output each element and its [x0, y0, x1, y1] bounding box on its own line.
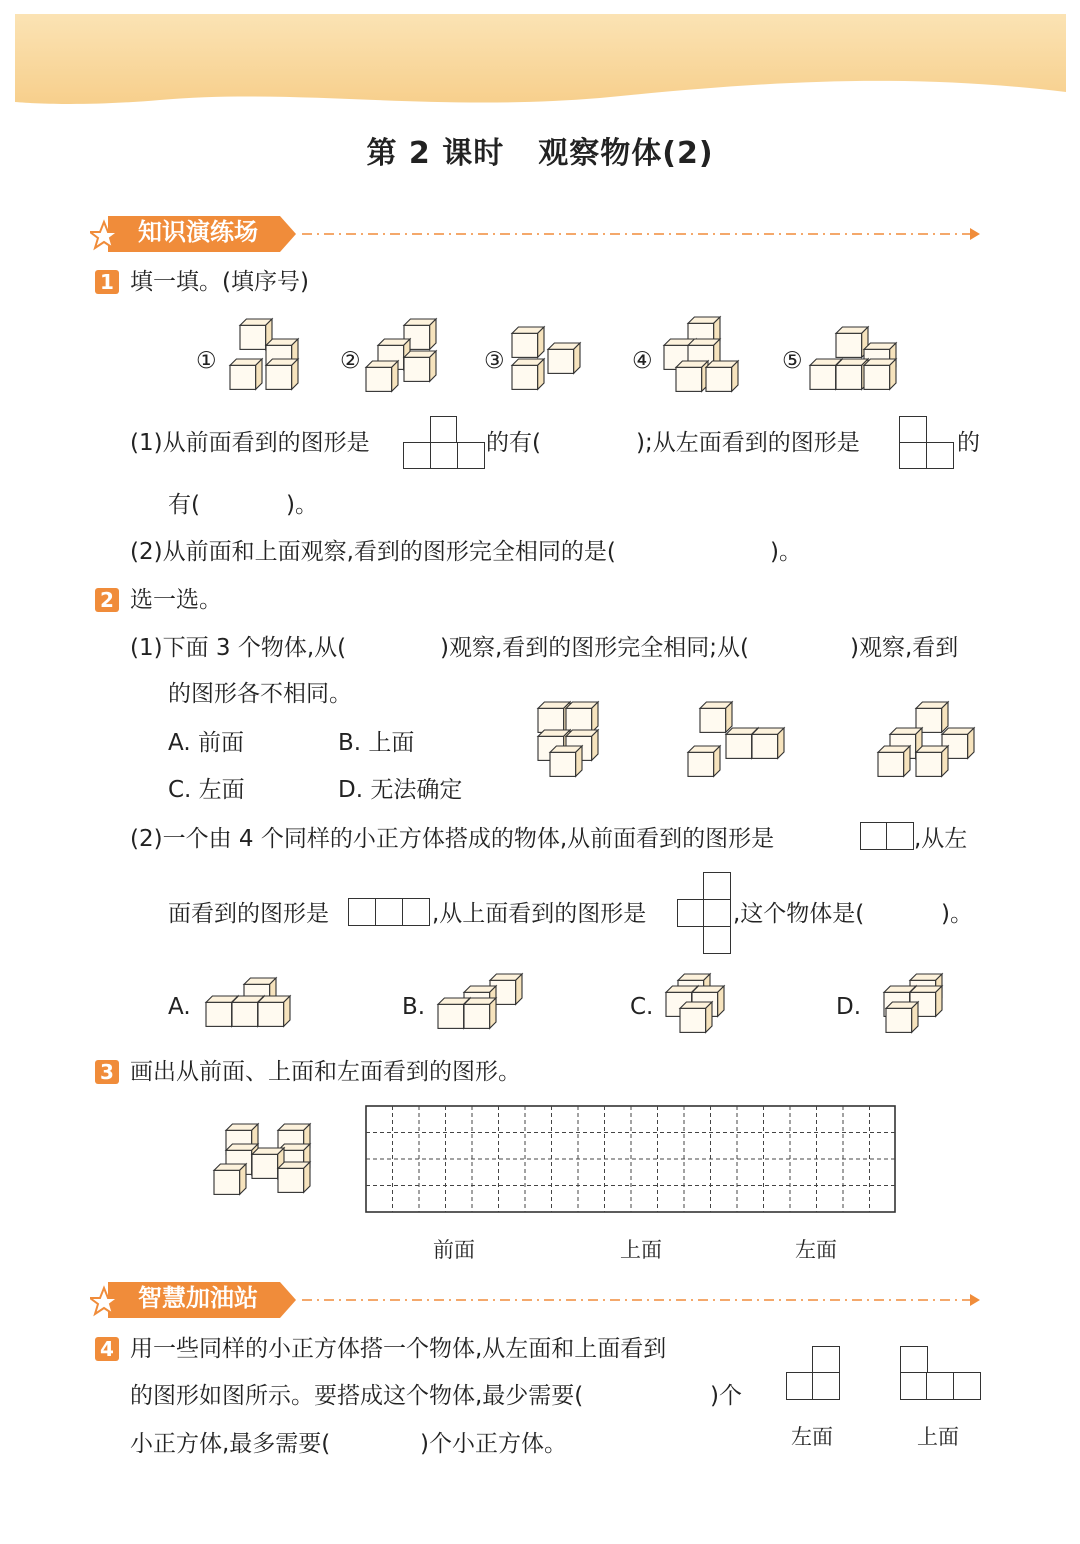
marker-2: ②: [340, 348, 361, 374]
q1-part2-end: )。: [770, 539, 802, 565]
q2-part1-text-c: )观察,看到: [850, 635, 959, 661]
q4-line-1: 用一些同样的小正方体搭一个物体,从左面和上面看到: [130, 1336, 667, 1362]
marker-5: ⑤: [782, 348, 803, 374]
q2-front-view-shape: [860, 822, 914, 850]
q2-answer-blank-2[interactable]: [792, 636, 850, 662]
q1-answer-blank-1[interactable]: [548, 432, 636, 458]
choice-b-solid: [436, 972, 536, 1038]
option-c[interactable]: C. 左面: [168, 777, 245, 803]
q2-part2-text-a: (2)一个由 4 个同样的小正方体搭成的物体,从前面看到的图形是: [130, 826, 775, 852]
q2-part2-text-e: ,这个物体是(: [733, 901, 865, 927]
option-b[interactable]: B. 上面: [338, 730, 415, 756]
q4-top-view-label: 上面: [917, 1425, 959, 1449]
solid-3: [510, 325, 600, 397]
choice-a-label[interactable]: A.: [168, 994, 191, 1020]
grid-label-left: 左面: [795, 1238, 837, 1262]
marker-3: ③: [484, 348, 505, 374]
drawing-grid[interactable]: [365, 1105, 897, 1215]
option-d[interactable]: D. 无法确定: [338, 777, 463, 803]
q2-part2-text-b: ,从左: [914, 826, 968, 852]
q2-part1-text-d: 的图形各不相同。: [168, 681, 352, 707]
q2-top-view-shape: [677, 872, 731, 954]
q1-answer-blank-3[interactable]: [690, 540, 770, 566]
lesson-topic: 观察物体(2): [538, 136, 714, 171]
question-number-4: 4: [95, 1337, 119, 1361]
question-number-2: 2: [95, 588, 119, 612]
q2-part2-text-c: 面看到的图形是: [168, 901, 329, 927]
page-title: [0, 128, 1080, 172]
section-label-2: 智慧加油站: [138, 1284, 258, 1312]
top-banner: [0, 0, 1080, 120]
q1-part1-text-d: 的: [957, 430, 980, 456]
question-number-3: 3: [95, 1060, 119, 1084]
marker-1: ①: [196, 348, 217, 374]
object-2: [686, 700, 796, 784]
q3-prompt: 画出从前面、上面和左面看到的图形。: [130, 1059, 521, 1085]
q4-line-3b: )个小正方体。: [420, 1431, 567, 1457]
q2-part2-text-d: ,从上面看到的图形是: [432, 901, 647, 927]
solid-2: [364, 315, 454, 397]
q1-part1-text-e: 有(: [168, 492, 200, 518]
object-3: [876, 700, 986, 784]
q4-left-view-shape: [786, 1346, 840, 1400]
solid-4: [662, 315, 752, 397]
q2-answer-blank-3[interactable]: [885, 902, 941, 928]
q4-answer-blank-max[interactable]: [364, 1432, 420, 1458]
option-a[interactable]: A. 前面: [168, 730, 244, 756]
q1-part2-text: (2)从前面和上面观察,看到的图形完全相同的是(: [130, 539, 616, 565]
q1-part1-text-f: )。: [286, 492, 318, 518]
q4-line-2a: 的图形如图所示。要搭成这个物体,最少需要(: [130, 1383, 584, 1409]
choice-c-label[interactable]: C.: [630, 994, 654, 1020]
q2-prompt: 选一选。: [130, 587, 222, 613]
q2-left-view-shape: [348, 898, 430, 926]
choice-d-solid: [870, 972, 960, 1038]
q1-answer-blank-2[interactable]: [210, 492, 286, 518]
q4-line-2b: )个: [710, 1383, 742, 1409]
q3-solid: [212, 1118, 332, 1204]
q1-prompt: 填一填。(填序号): [130, 269, 309, 295]
question-number-1: 1: [95, 270, 119, 294]
q1-part1-text-b: 的有(: [486, 430, 541, 456]
lesson-number: 第 2 课时: [366, 136, 505, 171]
solid-1: [228, 315, 318, 397]
marker-4: ④: [632, 348, 653, 374]
object-1: [536, 700, 616, 784]
choice-a-solid: [204, 976, 304, 1036]
q2-part1-text-a: (1)下面 3 个物体,从(: [130, 635, 347, 661]
choice-b-label[interactable]: B.: [402, 994, 426, 1020]
q2-part2-text-f: )。: [941, 901, 973, 927]
q2-answer-blank-1[interactable]: [374, 636, 440, 662]
solid-5: [808, 325, 908, 397]
q4-answer-blank-min[interactable]: [654, 1384, 710, 1410]
section-label-1: 知识演练场: [138, 218, 258, 246]
q1-part1-text-c: );从左面看到的图形是: [636, 430, 860, 456]
q4-top-view-shape: [900, 1346, 981, 1400]
left-view-shape: [899, 416, 955, 470]
q2-part1-text-b: )观察,看到的图形完全相同;从(: [440, 635, 750, 661]
grid-label-top: 上面: [620, 1238, 662, 1262]
choice-d-label[interactable]: D.: [836, 994, 862, 1020]
grid-label-front: 前面: [433, 1238, 475, 1262]
q1-part1-text-a: (1)从前面看到的图形是: [130, 430, 370, 456]
q4-line-3a: 小正方体,最多需要(: [130, 1431, 331, 1457]
choice-c-solid: [664, 972, 744, 1038]
front-view-shape: [403, 416, 485, 470]
q4-left-view-label: 左面: [791, 1425, 833, 1449]
